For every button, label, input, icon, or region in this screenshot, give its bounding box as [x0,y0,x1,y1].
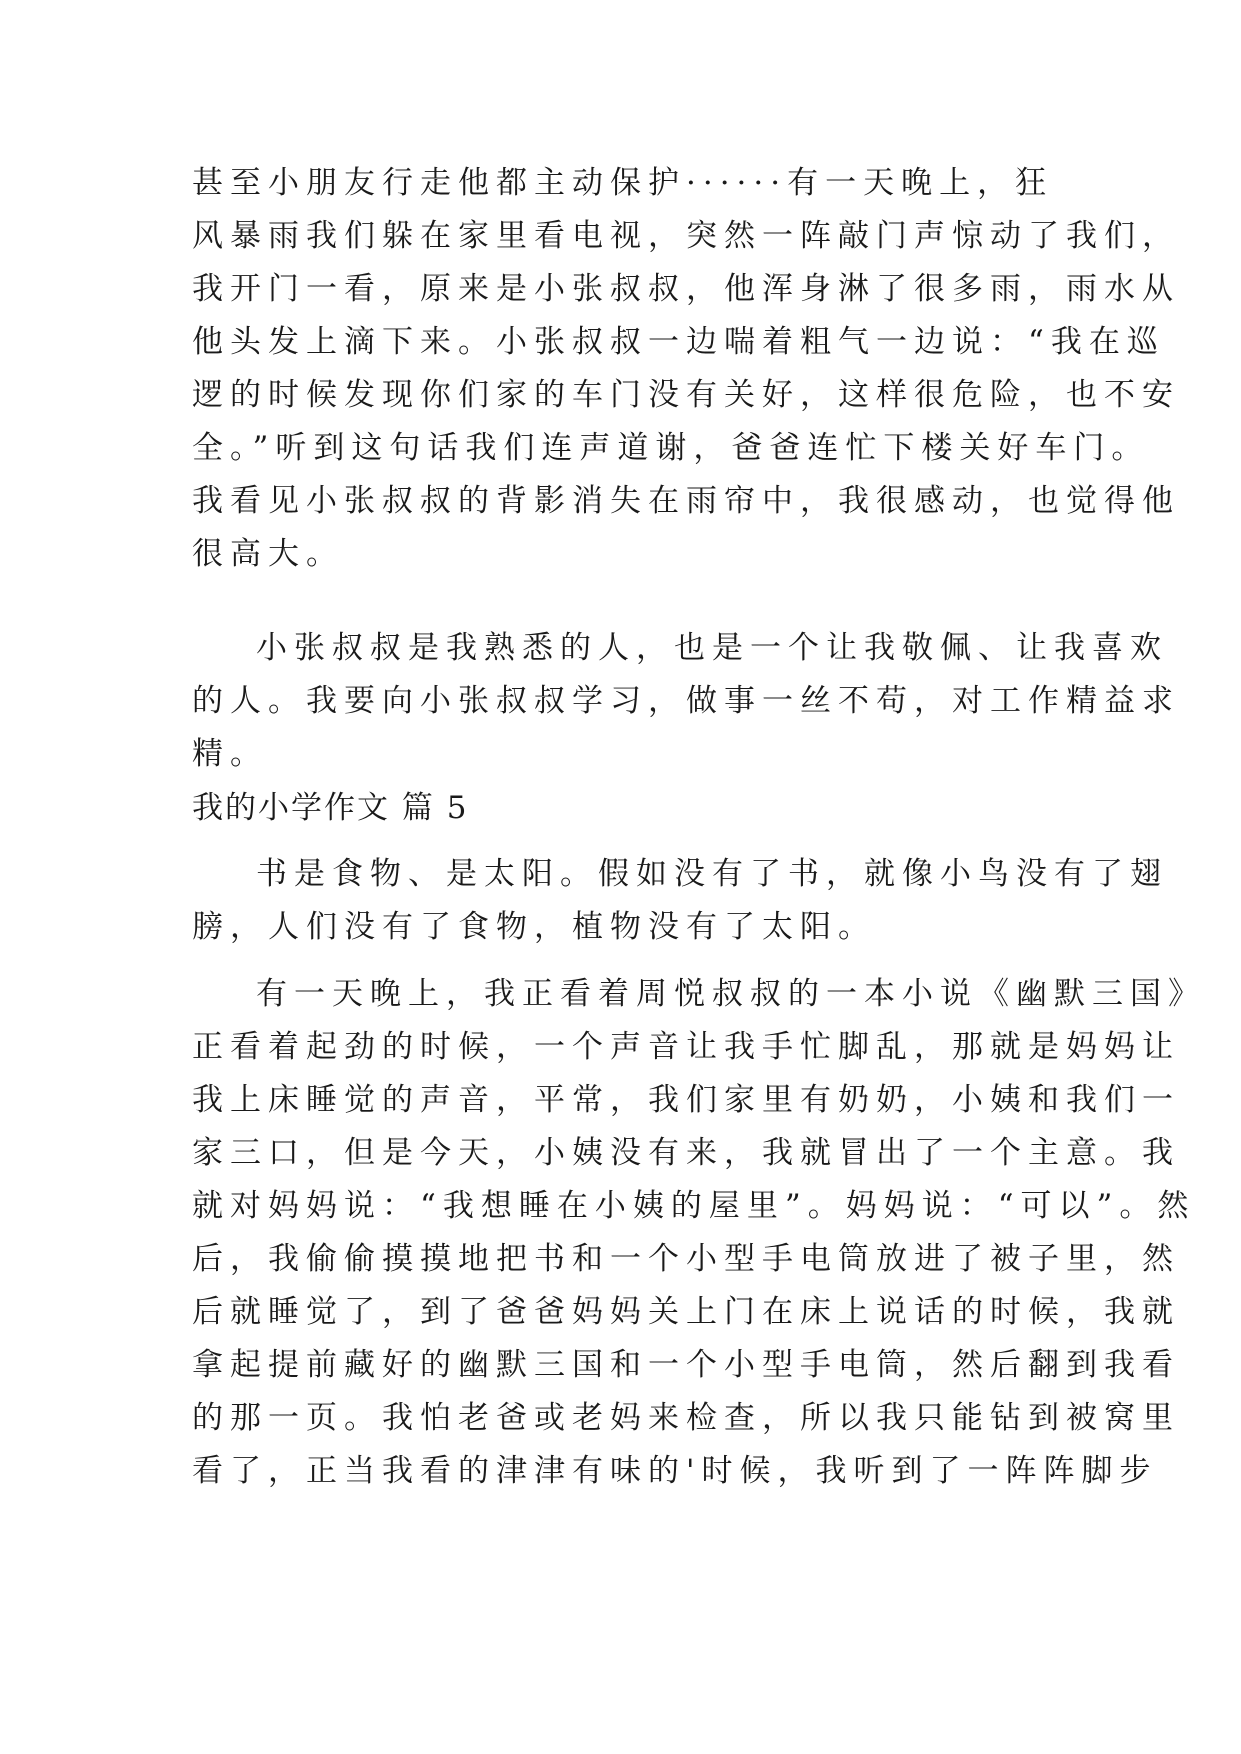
text-line: 很高大。 [192,536,344,572]
text-line: 家三口，但是今天，小姨没有来，我就冒出了一个主意。我 [192,1135,1180,1171]
text-line: 后就睡觉了，到了爸爸妈妈关上门在床上说话的时候，我就 [192,1294,1180,1330]
text-line: 看了，正当我看的津津有味的'时候，我听到了一阵阵脚步 [192,1453,1158,1489]
text-line: 有一天晚上，我正看着周悦叔叔的一本小说《幽默三国》 [256,976,1206,1012]
text-line: 就对妈妈说：“我想睡在小姨的屋里”。妈妈说：“可以”。然 [192,1188,1196,1224]
text-line: 小张叔叔是我熟悉的人，也是一个让我敬佩、让我喜欢 [256,630,1168,666]
text-line: 拿起提前藏好的幽默三国和一个小型手电筒，然后翻到我看 [192,1347,1180,1383]
text-line: 我开门一看，原来是小张叔叔，他浑身淋了很多雨，雨水从 [192,271,1180,307]
text-line: 逻的时候发现你们家的车门没有关好，这样很危险，也不安 [192,377,1180,413]
text-line: 膀，人们没有了食物，植物没有了太阳。 [192,909,876,945]
text-line: 后，我偷偷摸摸地把书和一个小型手电筒放进了被子里，然 [192,1241,1180,1277]
text-line: 书是食物、是太阳。假如没有了书，就像小鸟没有了翅 [256,856,1168,892]
text-line: 他头发上滴下来。小张叔叔一边喘着粗气一边说：“我在巡 [192,324,1165,360]
text-line: 精。 [192,736,268,772]
text-line: 的那一页。我怕老爸或老妈来检查，所以我只能钻到被窝里 [192,1400,1180,1436]
text-line: 正看着起劲的时候，一个声音让我手忙脚乱，那就是妈妈让 [192,1029,1180,1065]
text-line: 风暴雨我们躲在家里看电视，突然一阵敲门声惊动了我们， [192,218,1180,254]
text-line: 我上床睡觉的声音，平常，我们家里有奶奶，小姨和我们一 [192,1082,1180,1118]
text-line: 甚至小朋友行走他都主动保护······有一天晚上，狂 [192,165,1054,201]
section-heading: 我的小学作文 篇 5 [192,790,469,826]
text-line: 的人。我要向小张叔叔学习，做事一丝不苟，对工作精益求 [192,683,1180,719]
text-line: 我看见小张叔叔的背影消失在雨帘中，我很感动，也觉得他 [192,483,1180,519]
text-line: 全。”听到这句话我们连声道谢，爸爸连忙下楼关好车门。 [192,430,1150,466]
